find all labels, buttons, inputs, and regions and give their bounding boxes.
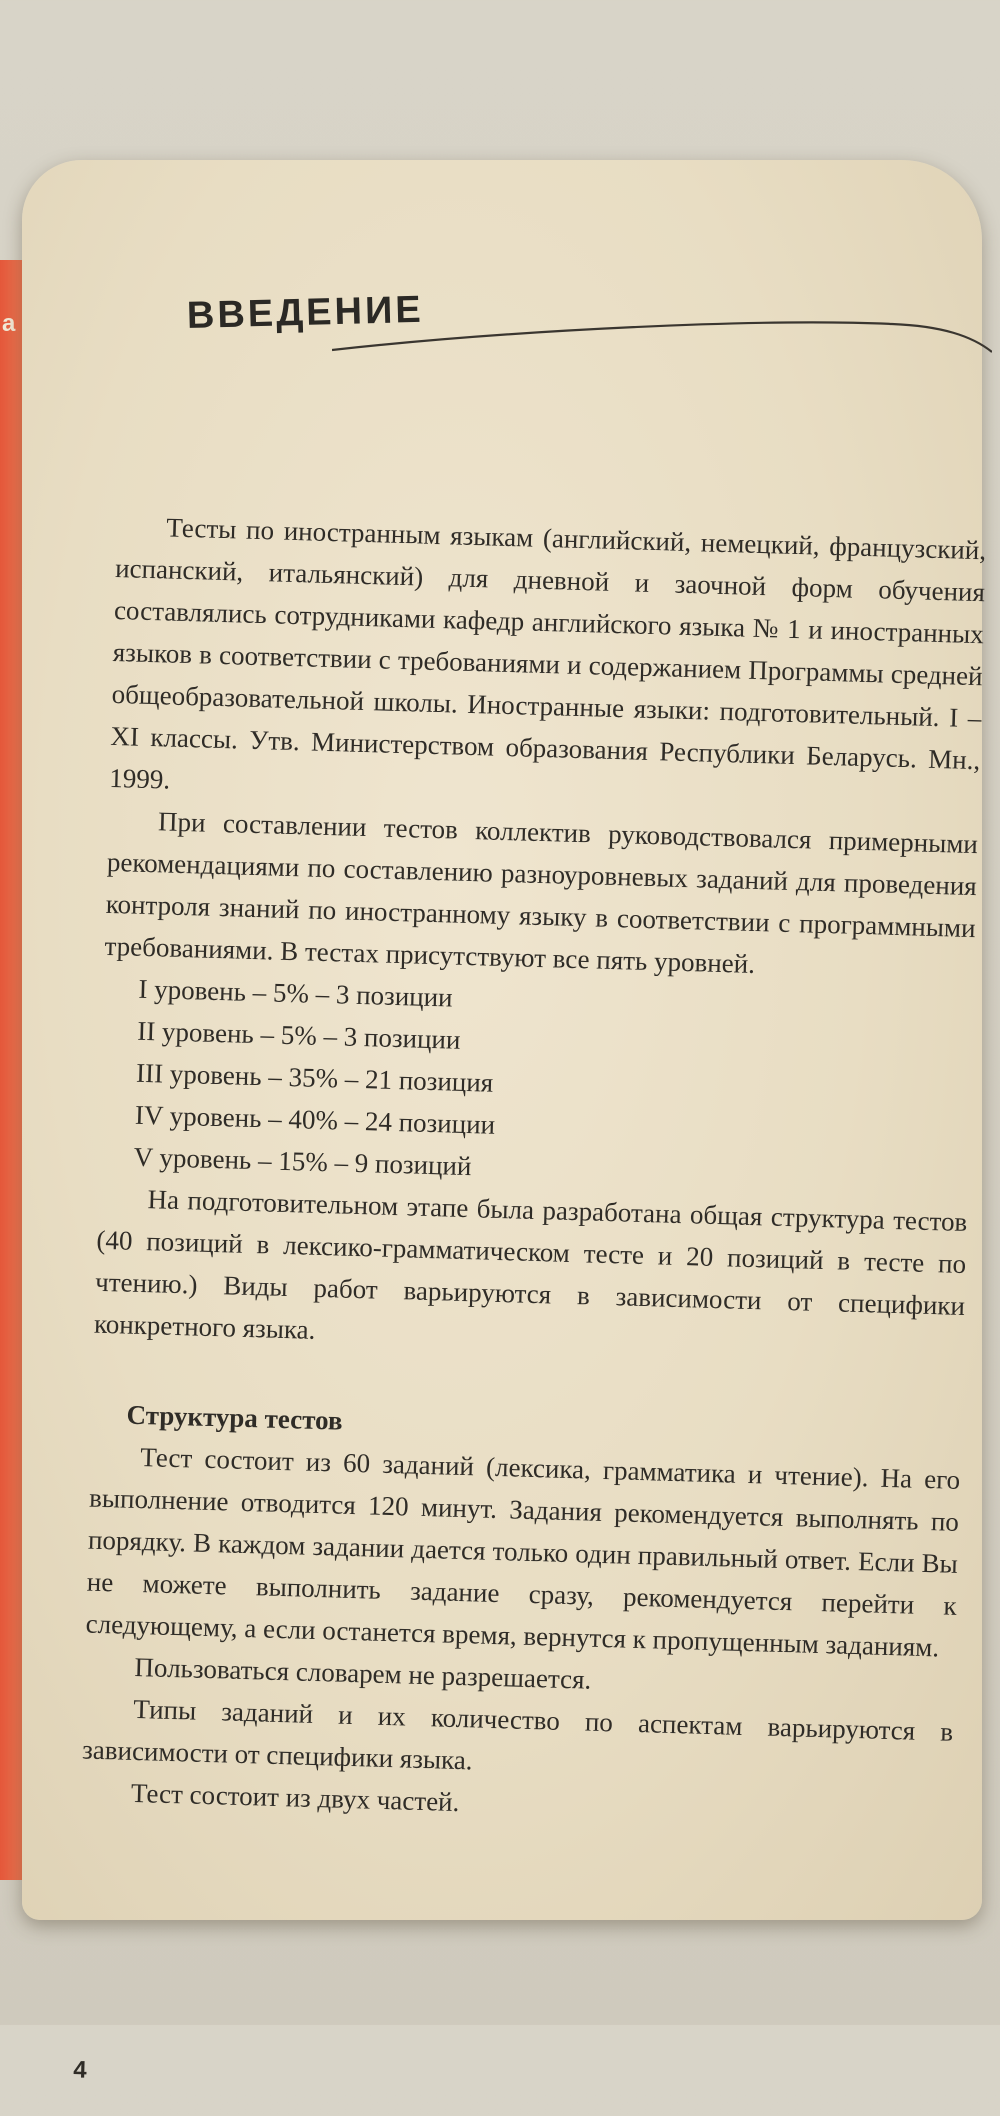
structure-note: На подготовительном этапе была разработана общая структура тестов (40 позиций в лексико-грамматическом тесте и 20 позиций в тесте по чтению.) Виды работ варьируются в зависимости от специфики конкретного языка. — [93, 1184, 968, 1345]
intro-paragraph-2: При составлении тестов коллектив руководствовался примерными рекомендациями по составлению разноуровневых заданий для проведения контроля знаний по иностранному языку в соответствии с программными требованиями. В тестах присутствуют все пять уровней. — [104, 806, 979, 979]
page-heading: ВВЕДЕНИЕ — [186, 288, 425, 337]
intro-paragraph-1: Тесты по иностранным языкам (английский, немецкий, французский, испанский, итальянский) для дневной и заочной форм обучения составлялись сотрудниками кафедр английского языка № 1 и иностранных языков в соответствии с требованиями и содержанием Программы средней общеобразовательной школы. Иностранные языки: подготовительный. I – XI классы. Утв. Министерством образования Республики Беларусь. Мн., 1999. — [108, 512, 987, 795]
page-body — [72, 505, 987, 2084]
section-paragraph-3: Типы заданий и их количество по аспектам варьируются в зависимости от специфики языка. — [81, 1693, 954, 1776]
level-item-2: II уровень – 5% – 3 позиции — [136, 1015, 461, 1055]
section-paragraph-1: Тест состоит из 60 заданий (лексика, грамматика и чтение). На его выполнение отводится 120 минут. Задания рекомендуется выполнять по порядку. В каждом задании дается только один правильный ответ. Если Вы не можете выполнить задание сразу, рекомендуется перейти к следующему, а если останется время, вернутся к пропущенным заданиям. — [85, 1442, 961, 1663]
page-number: 4 — [72, 2056, 88, 2084]
section-paragraph-4: Тест состоит из двух частей. — [130, 1777, 460, 1818]
level-item-5: V уровень – 15% – 9 позиций — [133, 1141, 472, 1182]
level-item-1: I уровень – 5% – 3 позиции — [138, 973, 454, 1013]
level-item-4: IV уровень – 40% – 24 позиции — [134, 1099, 496, 1140]
book-page — [22, 160, 987, 2084]
section-title: Структура тестов — [126, 1399, 343, 1436]
section-paragraph-2: Пользоваться словарем не разрешается. — [134, 1651, 592, 1695]
level-item-3: III уровень – 35% – 21 позиция — [135, 1057, 494, 1098]
cover-letter: a — [2, 310, 16, 337]
heading-swash-line — [332, 310, 992, 370]
